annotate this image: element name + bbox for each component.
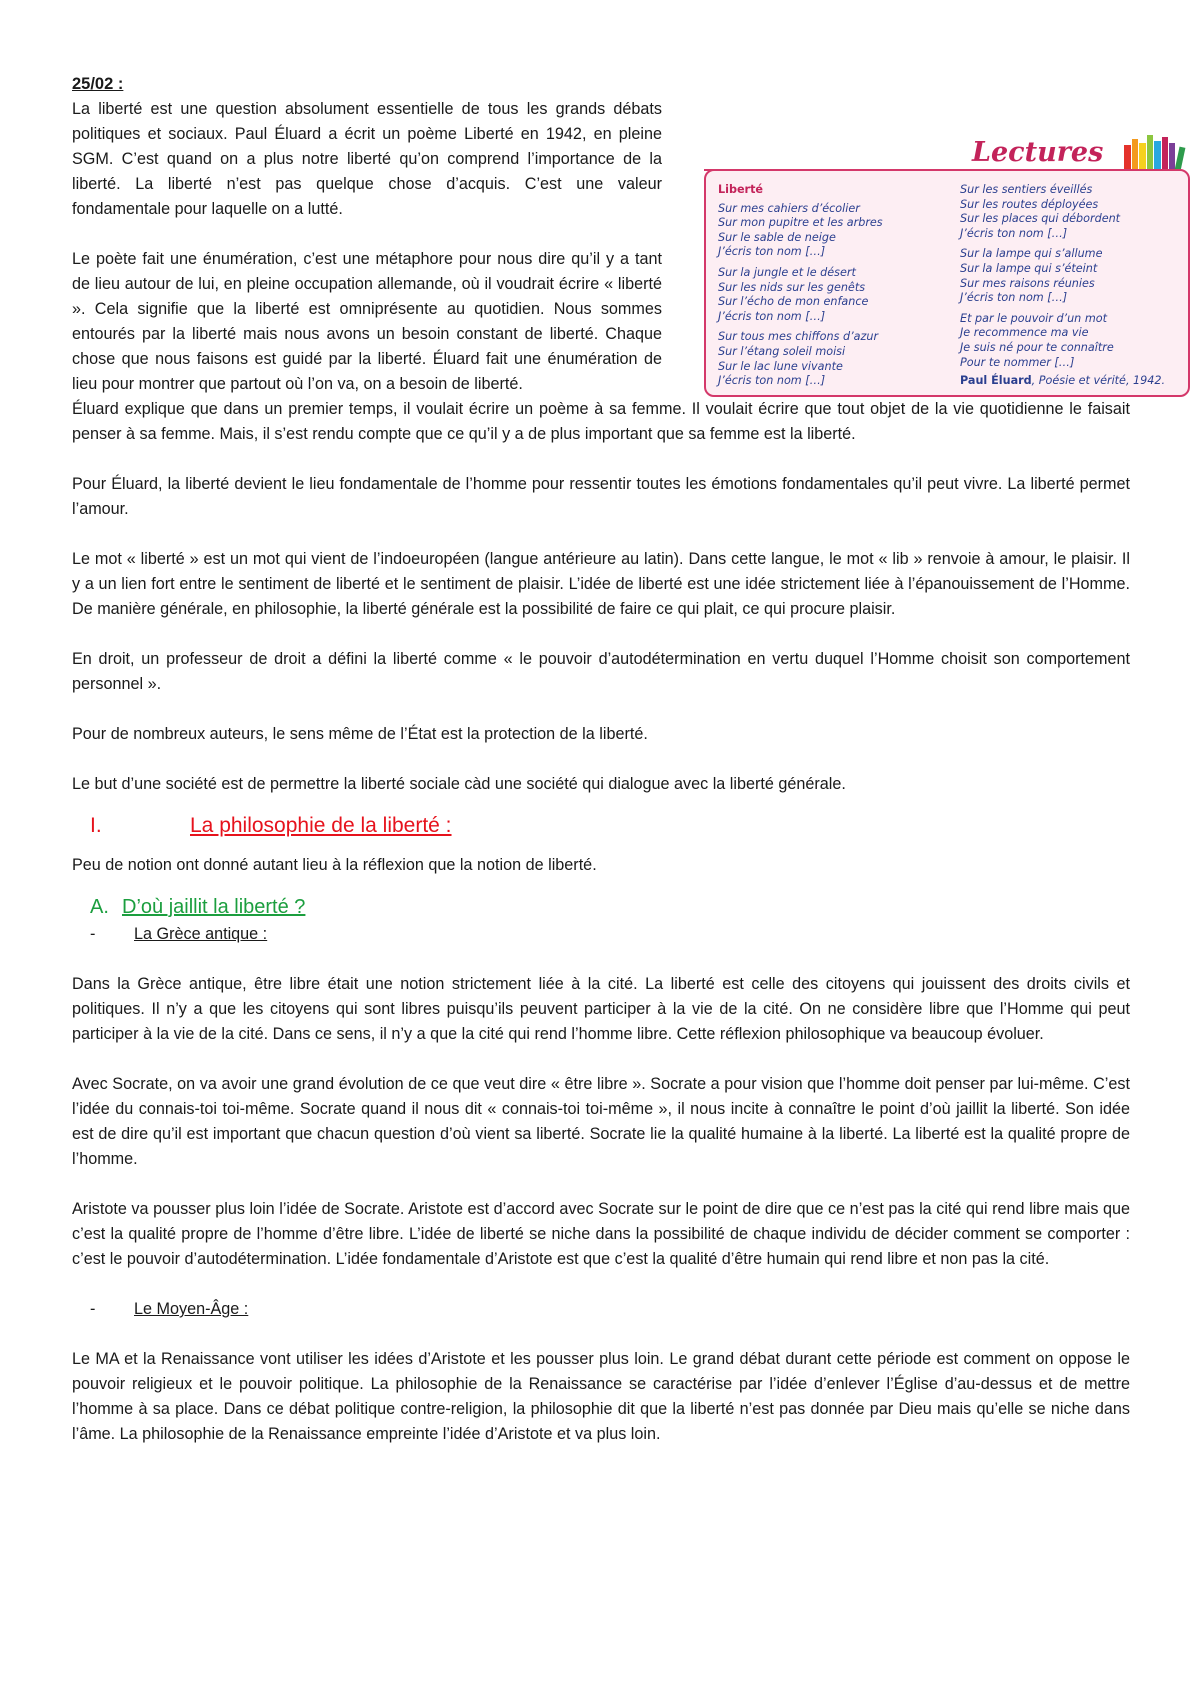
poem-line: Sur le lac lune vivante: [718, 359, 843, 373]
poem-title: Liberté: [718, 183, 764, 196]
bullet-title: La Grèce antique :: [134, 925, 268, 943]
poem-column-2: [960, 183, 1165, 389]
poem-column-1: [718, 183, 883, 389]
poem-line: Sur l’écho de mon enfance: [718, 295, 869, 309]
note-date: 25/02 :: [72, 75, 124, 93]
section-intro: Peu de notion ont donné autant lieu à la réflexion que la notion de liberté.: [72, 856, 597, 874]
poem-line: Sur mon pupitre et les arbres: [718, 216, 883, 230]
intro-left-column: [72, 97, 662, 397]
body-paragraph: Dans la Grèce antique, être libre était une notion strictement liée à la cité. La liberté est celle des citoyens qui jouissent des droits civils et politiques. Il n’y a que les citoyens qui sont libres puisqu’ils peuvent participer à la vie de la cité. On ne considère libre que l’Homme qui peut participer à la vie de la cité. Dans ce sens, il n’y a que la cité qui rend l’homme libre. Cette réflexion philosophique va beaucoup évoluer.: [72, 975, 1130, 1043]
poem-line: Sur la lampe qui s’allume: [960, 247, 1103, 261]
document-page: [72, 72, 1166, 1447]
poem-line: J’écris ton nom […]: [960, 226, 1068, 240]
intro-block: [72, 97, 1166, 397]
intro-paragraph-1: La liberté est une question absolument essentielle de tous les grands débats politiques et sociaux. Paul Éluard a écrit un poème Liberté en 1942, en pleine SGM. C’est quand on a plus notre liberté qu’on comprend l’importance de la liberté. La liberté n’est pas quelque chose d’acquis. C’est une valeur fondamentale pour laquelle on a lutté.: [72, 100, 662, 218]
body-paragraph: En droit, un professeur de droit a défini la liberté comme « le pouvoir d’autodétermination en vertu duquel l’Homme choisit son comportement personnel ».: [72, 650, 1130, 693]
poem-line: Sur mes cahiers d’écolier: [718, 201, 860, 215]
body-paragraph: Le but d’une société est de permettre la liberté sociale càd une société qui dialogue avec la liberté générale.: [72, 775, 846, 793]
poem-line: Pour te nommer […]: [960, 355, 1075, 369]
subsection-heading-a: [72, 892, 1130, 922]
section-heading-1: [72, 811, 1130, 841]
poem-line: Sur l’étang soleil moisi: [718, 344, 846, 358]
poem-line: Sur les sentiers éveillés: [960, 183, 1093, 196]
bullet-dash: -: [90, 925, 96, 943]
poem-line: Sur la jungle et le désert: [718, 265, 856, 279]
poem-line: Sur les places qui débordent: [960, 212, 1121, 226]
poem-line: Sur la lampe qui s’éteint: [960, 261, 1098, 275]
lectures-title: Lectures: [972, 137, 1104, 168]
poem-line: J’écris ton nom […]: [718, 309, 826, 323]
poem-line: J’écris ton nom […]: [718, 374, 826, 388]
body-paragraph: Pour de nombreux auteurs, le sens même de l’État est la protection de la liberté.: [72, 725, 648, 743]
bullet-greece: [72, 922, 1130, 947]
section-title: La philosophie de la liberté :: [190, 814, 452, 837]
subsection-title: D’où jaillit la liberté ?: [122, 896, 306, 918]
bullet-dash: -: [90, 1300, 96, 1318]
body-paragraph: Le MA et la Renaissance vont utiliser les idées d’Aristote et les pousser plus loin. Le grand débat durant cette période est comment on oppose le pouvoir religieux et le pouvoir politique. La philosophie de la Renaissance se caractérise par l’idée d’enlever l’Église d’au-dessus et de mettre l’homme à sa place. Dans ce débat politique contre-religion, la philosophie dit que la liberté n’est pas donnée par Dieu mais qu’elle se niche dans l’âme. La philosophie de la Renaissance empreinte l’idée d’Aristote et va plus loin.: [72, 1350, 1130, 1443]
poem-signature: [960, 374, 1165, 389]
poem-author: Paul Éluard: [960, 374, 1032, 388]
intro-paragraph-2a: Le poète fait une énumération, c’est une métaphore pour nous dire qu’il y a tant de lieu autour de lui, en pleine occupation allemande, où il voudrait écrire « liberté ». Cela signifie que la liberté est omniprésente au quotidien. Nous sommes entourés par la liberté mais nous avons un besoin constant de liberté. Chaque chose que nous faisons est guidé par la liberté. Éluard fait une énumération de lieu pour montrer que partout où l’on va, on a besoin de liberté.: [72, 250, 662, 393]
section-number: I.: [90, 814, 102, 837]
poem-line: Sur les routes déployées: [960, 197, 1099, 211]
poem-line: Et par le pouvoir d’un mot: [960, 311, 1107, 325]
body-paragraph: Avec Socrate, on va avoir une grand évolution de ce que veut dire « être libre ». Socrate a pour vision que l’homme doit penser par lui-même. C’est l’idée du connais-toi toi-même. Socrate quand il nous dit « connais-toi toi-même », il nous incite à connaître le point d’où jaillit la liberté. Son idée est de dire qu’il est important que chacun question d’où vient sa liberté. Socrate lie la qualité humaine à la liberté. La liberté est la qualité propre de l’homme.: [72, 1075, 1130, 1168]
intro-paragraph-2b: Éluard explique que dans un premier temps, il voulait écrire un poème à sa femme. Il voulait écrire que tout objet de la vie quotidienne le faisait penser à sa femme. Mais, il s’est rendu compte que ce qu’il y a de plus important que sa femme est la liberté.: [72, 400, 1130, 443]
poem-line: Sur tous mes chiffons d’azur: [718, 330, 879, 344]
poem-line: J’écris ton nom […]: [960, 291, 1068, 305]
body-paragraph: Le mot « liberté » est un mot qui vient de l’indoeuropéen (langue antérieure au latin). Dans cette langue, le mot « lib » renvoie à amour, le plaisir. Il y a un lien fort entre le sentiment de liberté et le sentiment de plaisir. L’idée de liberté est une idée strictement liée à l’épanouissement de l’Homme. De manière générale, en philosophie, la liberté générale est la possibilité de faire ce qui plait, ce qui procure plaisir.: [72, 550, 1130, 618]
poem-line: Je suis né pour te connaître: [960, 340, 1114, 354]
lectures-box: [704, 131, 1190, 399]
body-paragraph: Pour Éluard, la liberté devient le lieu fondamentale de l’homme pour ressentir toutes les émotions fondamentales qu’il peut vivre. La liberté permet l’amour.: [72, 475, 1130, 518]
body-paragraph: Aristote va pousser plus loin l’idée de Socrate. Aristote est d’accord avec Socrate sur le point de dire que ce n’est pas la cité qui rend libre mais que c’est la qualité propre de l’homme d’être libre. L’idée de liberté se niche dans la possibilité de chaque individu de décider comment se comporter : c’est le pouvoir d’autodétermination. L’idée fondamentale d’Aristote est que c’est la qualité d’être humain qui rend libre et non pas la cité.: [72, 1200, 1130, 1268]
poem-line: Sur les nids sur les genêts: [718, 280, 866, 294]
bullet-title: Le Moyen-Âge :: [134, 1300, 249, 1318]
poem-line: J’écris ton nom […]: [718, 245, 826, 259]
poem-source: , Poésie et vérité, 1942.: [1031, 374, 1166, 388]
poem-line: Sur le sable de neige: [718, 230, 836, 244]
subsection-number: A.: [90, 896, 109, 918]
books-icon: [1122, 131, 1190, 171]
poem-line: Je recommence ma vie: [960, 326, 1089, 340]
poem-line: Sur mes raisons réunies: [960, 276, 1095, 290]
bullet-moyen-age: [72, 1297, 1130, 1322]
